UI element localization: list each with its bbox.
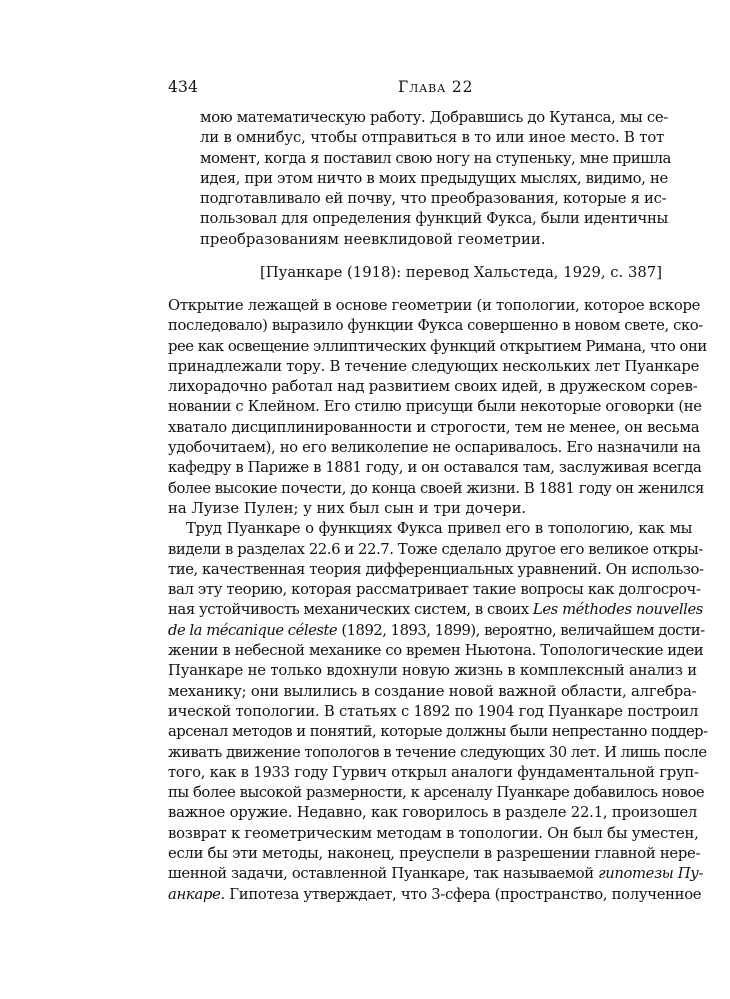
text-line: вал эту теорию, которая рассматривает такие вопросы как долгосроч- [168,581,701,599]
page-number: 434 [168,78,199,96]
text-line: хватало дисциплинированности и строгости, тем не менее, он весьма [168,418,700,436]
text-line: кафедру в Париже в 1881 году, и он оставался там, заслуживая всегда [168,459,702,477]
quote-line: идея, при этом ничто в моих предыдущих мыслях, видимо, не [200,169,668,187]
text-span: ная устойчивость механических систем, в своих [168,601,533,619]
text-line: важное оружие. Недавно, как говорилось в разделе 22.1, произошел [168,804,698,822]
text-line [168,864,704,884]
text-line: Труд Пуанкаре о функциях Фукса привел его в топологию, как мы [186,520,692,538]
text-line: новании с Клейном. Его стилю присущи были некоторые оговорки (не [168,398,702,416]
text-line: на Луизе Пулен; у них был сын и три дочери. [168,499,527,517]
text-line: лихорадочно работал над развитием своих идей, в дружеском сорев- [168,378,698,396]
quote-line: мою математическую работу. Добравшись до Кутанса, мы се- [200,109,668,126]
block-quote [200,108,671,250]
text-line: живать движение топологов в течение следующих 30 лет. И лишь после [168,743,707,761]
text-line: арсенал методов и понятий, которые должны были непрестанно поддер- [168,723,708,741]
text-line: ической топологии. В статьях с 1892 по 1904 год Пуанкаре построил [168,702,699,720]
text-line: того, как в 1933 году Гурвич открыл аналоги фундаментальной груп- [168,763,699,781]
quote-line: пользовал для определения функций Фукса, были идентичны [200,210,669,228]
quote-citation: [Пуанкаре (1918): перевод Хальстеда, 1929, с. 387] [259,264,662,281]
text-line: принадлежали тору. В течение следующих нескольких лет Пуанкаре [168,357,700,375]
text-span: шенной задачи, оставленной Пуанкаре, так называемой [168,865,599,883]
quote-line: преобразованиям неевклидовой геометрии. [200,230,546,248]
text-line: Открытие лежащей в основе геометрии (и топологии, которое вскоре [168,297,701,314]
running-head: Глава 22 [398,78,474,96]
paragraph-1 [168,296,707,519]
text-span: (1892, 1893, 1899), вероятно, величайшем дости- [337,621,705,639]
text-line: Пуанкаре не только вдохнули новую жизнь в комплексный анализ и [168,662,697,680]
term-italic: анкаре. [168,885,225,903]
text-line: если бы эти методы, наконец, преуспели в разрешении главной нере- [168,845,701,863]
term-italic: гипотезы Пу- [598,865,704,883]
text-line: последовало) выразило функции Фукса совершенно в новом свете, ско- [168,317,703,335]
text-line: рее как освещение эллиптических функций открытием Римана, что они [168,337,707,355]
text-line: тие, качественная теория дифференциальных уравнений. Он использо- [168,560,704,578]
text-line: пы более высокой размерности, к арсеналу Пуанкаре добавилось новое [168,784,705,802]
body-text [168,296,708,905]
text-line: жении в небесной механике со времен Ньютона. Топологические идеи [168,642,704,660]
text-line [168,885,702,905]
text-line: механику; они вылились в создание новой важной области, алгебра- [168,682,697,700]
quote-line: подготавливало ей почву, что преобразования, которые я ис- [200,190,667,208]
text-line [168,600,703,620]
paragraph-2 [168,519,708,905]
book-title-italic: de la mécanique céleste [168,621,338,639]
quote-line: момент, когда я поставил свою ногу на ступеньку, мне пришла [200,149,671,167]
quote-line: ли в омнибус, чтобы отправиться в то или иное место. В тот [200,129,665,147]
text-line: возврат к геометрическим методам в топологии. Он был бы уместен, [168,824,699,842]
book-title-italic: Les méthodes nouvelles [532,601,703,619]
text-line: удобочитаем), но его великолепие не оспаривалось. Его назначили на [168,439,701,457]
text-line: более высокие почести, до конца своей жизни. В 1881 году он женился [168,479,704,497]
text-line [168,621,705,641]
text-line: видели в разделах 22.6 и 22.7. Тоже сделало другое его великое откры- [168,540,703,558]
text-span: Гипотеза утверждает, что 3-сфера (пространство, полученное [224,885,702,903]
